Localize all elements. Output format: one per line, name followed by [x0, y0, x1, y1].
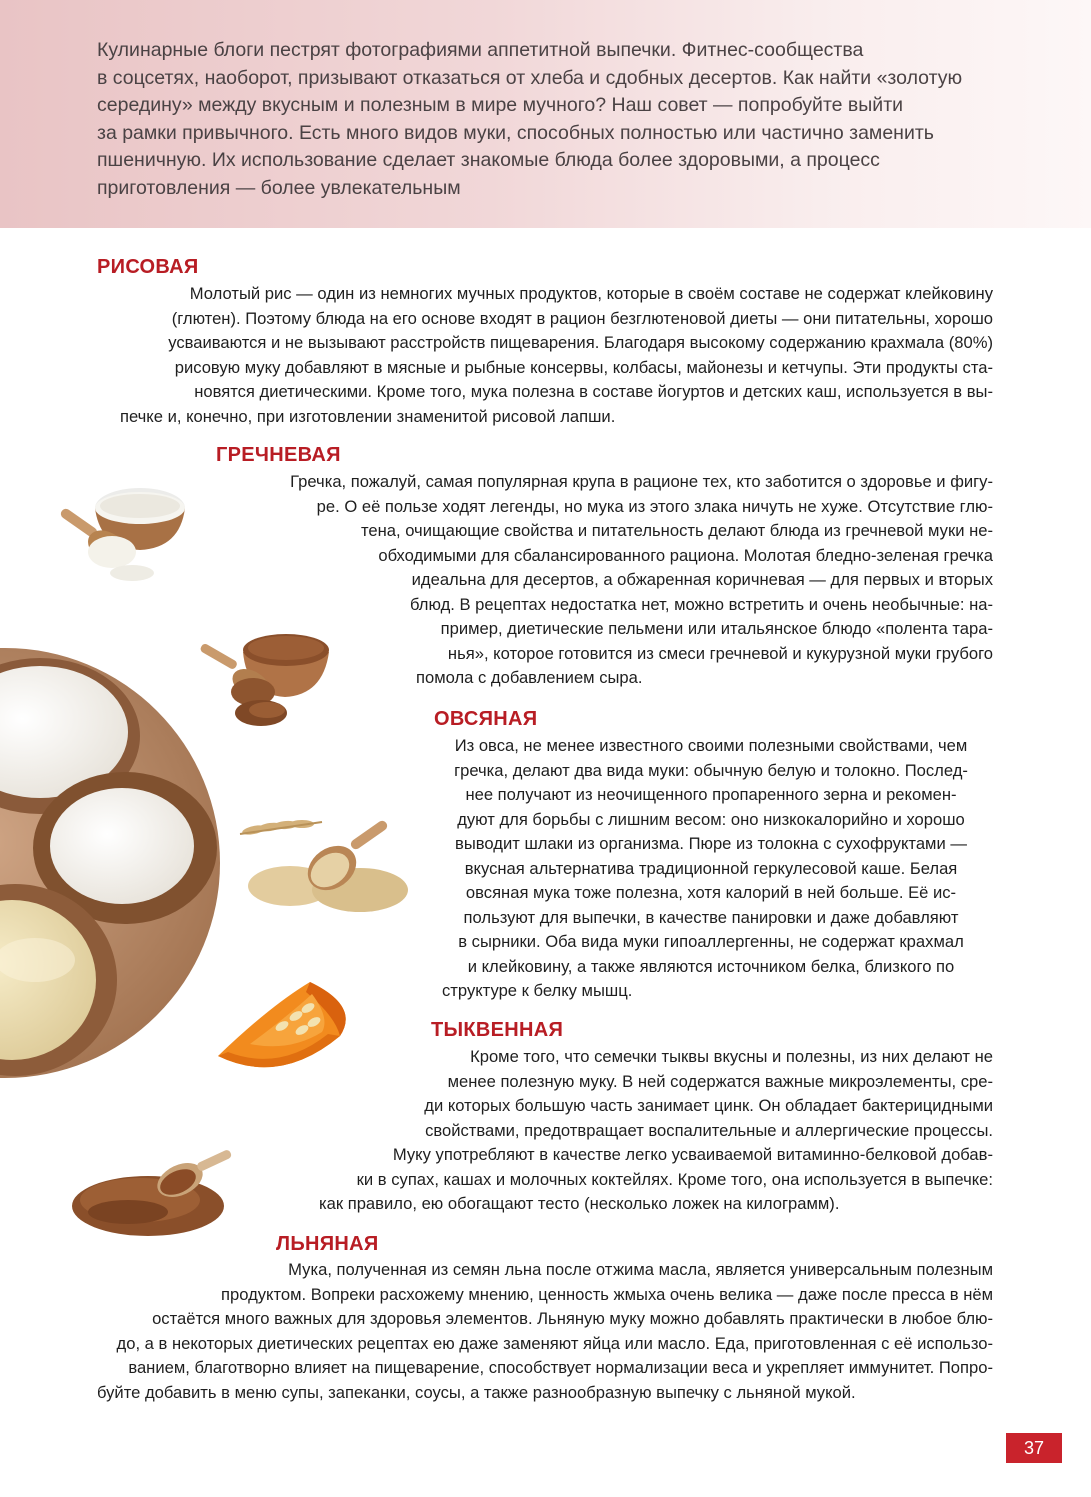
text-line: Молотый рис — один из немногих мучных продуктов, которые в своём составе не содержат клейковину: [189, 284, 993, 303]
text-line: ре. О её пользе ходят легенды, но мука из этого злака ничуть не хуже. Отсутствие глю-: [316, 496, 993, 516]
intro-line: в соцсетях, наоборот, призывают отказаться от хлеба и сдобных десертов. Как найти «золотую: [97, 66, 963, 89]
page-number: 37: [1006, 1433, 1062, 1463]
text-line: пример, диетические пельмени или итальянское блюдо «полента тара-: [440, 619, 993, 638]
text-line: новятся диетическими. Кроме того, мука полезна в составе йогуртов и детских каш, используется в вы-: [194, 382, 993, 401]
text-line: выводит шлаки из организма. Пюре из толокна с сухофруктами —: [455, 834, 967, 853]
text-line: нее получают из неочищенного пропаренного зерна и рекомен-: [465, 785, 957, 804]
text-line: ванием, благотворно влияет на пищеварение, способствует нормализации веса и укрепляет иммунитет. Попро-: [128, 1358, 993, 1377]
text-line: (глютен). Поэтому блюда на его основе входят в рацион безглютеновой диеты — они питательны, хорошо: [171, 308, 993, 328]
text-line: гречка, делают два вида муки: обычную белую и толокно. Послед-: [454, 760, 968, 780]
section-title-rice: РИСОВАЯ: [97, 256, 199, 278]
text-line: ди которых большую часть занимает цинк. Он обладает бактерицидными: [424, 1096, 993, 1115]
text-line: Гречка, пожалуй, самая популярная крупа в рационе тех, кто заботится о здоровье и фигу-: [290, 472, 993, 491]
text-line: и клейковину, а также являются источником белка, близкого по: [467, 956, 955, 976]
text-line: тена, очищающие свойства и питательность делают блюда из гречневой муки не-: [360, 521, 993, 540]
intro-line: Кулинарные блоги пестрят фотографиями аппетитной выпечки. Фитнес-сообщества: [97, 39, 864, 61]
flax-seeds-image: [68, 1150, 238, 1240]
text-line: в сырники. Оба вида муки гипоаллергенны, не содержат крахмал: [458, 932, 964, 951]
text-line: овсяная мука тоже полезна, хотя калорий в ней больше. Её ис-: [465, 883, 957, 902]
text-line: до, а в некоторых диетических рецептах ею даже заменяют яйца или масло. Еда, приготовленная с её использо-: [116, 1333, 993, 1353]
flour-bowls-image: [0, 648, 222, 1078]
text-line: обходимыми для сбалансированного рациона. Молотая бледно-зеленая гречка: [378, 545, 993, 565]
section-title-pumpkin: ТЫКВЕННАЯ: [431, 1019, 564, 1041]
text-line: блюд. В рецептах недостатка нет, можно встретить и очень необычные: на-: [410, 594, 993, 614]
section-text-rice: [60, 282, 993, 429]
text-line: печке и, конечно, при изготовлении знаменитой рисовой лапши.: [120, 406, 616, 426]
intro-banner: [0, 0, 1091, 228]
text-line: помола с добавлением сыра.: [416, 668, 643, 687]
text-line: Из овса, не менее известного своими полезными свойствами, чем: [454, 736, 968, 755]
text-line: ки в супах, кашах и молочных коктейлях. Кроме того, она используется в выпечке:: [356, 1169, 993, 1189]
intro-text: [97, 37, 1027, 203]
section-title-flax: ЛЬНЯНАЯ: [276, 1233, 379, 1255]
text-line: дуют для борьбы с лишним весом: оно низкокалорийно и хорошо: [457, 809, 965, 829]
text-line: усваиваются и не вызывают расстройств пищеварения. Благодаря высокому содержанию крахмала (80%): [168, 333, 993, 352]
text-line: остаётся много важных для здоровья элементов. Льняную муку можно добавлять практически в любое блю-: [152, 1309, 993, 1328]
text-line: рисовую муку добавляют в мясные и рыбные консервы, колбасы, майонезы и кетчупы. Эти продукты ста-: [174, 357, 993, 377]
oats-image: [232, 812, 412, 922]
intro-line: середину» между вкусным и полезным в мире мучного? Наш совет — попробуйте выйти: [97, 94, 904, 117]
intro-line: за рамки привычного. Есть много видов муки, способных полностью или частично заменить: [97, 121, 934, 144]
text-line: идеальна для десертов, а обжаренная коричневая — для первых и вторых: [411, 570, 993, 589]
text-line: как правило, ею обогащают тесто (несколько ложек на килограмм).: [319, 1194, 840, 1213]
text-line: продуктом. Вопреки расхожему мнению, ценность жмыха очень велика — даже после пресса в нём: [221, 1284, 993, 1304]
intro-line: пшеничную. Их использование сделает знакомые блюда более здоровыми, а процесс: [97, 149, 880, 172]
text-line: свойствами, предотвращает воспалительные и аллергические процессы.: [425, 1120, 993, 1140]
section-title-buckwheat: ГРЕЧНЕВАЯ: [216, 444, 341, 466]
section-text-pumpkin: [300, 1045, 993, 1217]
text-line: буйте добавить в меню супы, запеканки, соусы, а также разнообразную выпечку с льняной мукой.: [97, 1382, 856, 1402]
rice-image: [50, 470, 200, 590]
section-title-oat: ОВСЯНАЯ: [434, 708, 538, 730]
section-text-buckwheat: [230, 470, 993, 691]
text-line: Мука, полученная из семян льна после отжима масла, является универсальным полезным: [288, 1260, 993, 1279]
text-line: Кроме того, что семечки тыквы вкусны и полезны, из них делают не: [470, 1047, 993, 1066]
section-text-flax: [40, 1258, 993, 1405]
text-line: структуре к белку мышц.: [442, 981, 633, 1000]
text-line: вкусная альтернатива традиционной геркулесовой каше. Белая: [464, 858, 958, 878]
text-line: менее полезную муку. В ней содержатся важные микроэлементы, сре-: [447, 1071, 993, 1091]
text-line: пользуют для выпечки, в качестве панировки и даже добавляют: [463, 907, 959, 927]
text-line: нья», которое готовится из смеси гречневой и кукурузной муки грубого: [447, 643, 993, 663]
intro-line: приготовления — более увлекательным: [97, 176, 461, 199]
text-line: Муку употребляют в качестве легко усваиваемой витаминно-белковой добав-: [392, 1145, 993, 1164]
section-text-oat: [414, 734, 1008, 1004]
